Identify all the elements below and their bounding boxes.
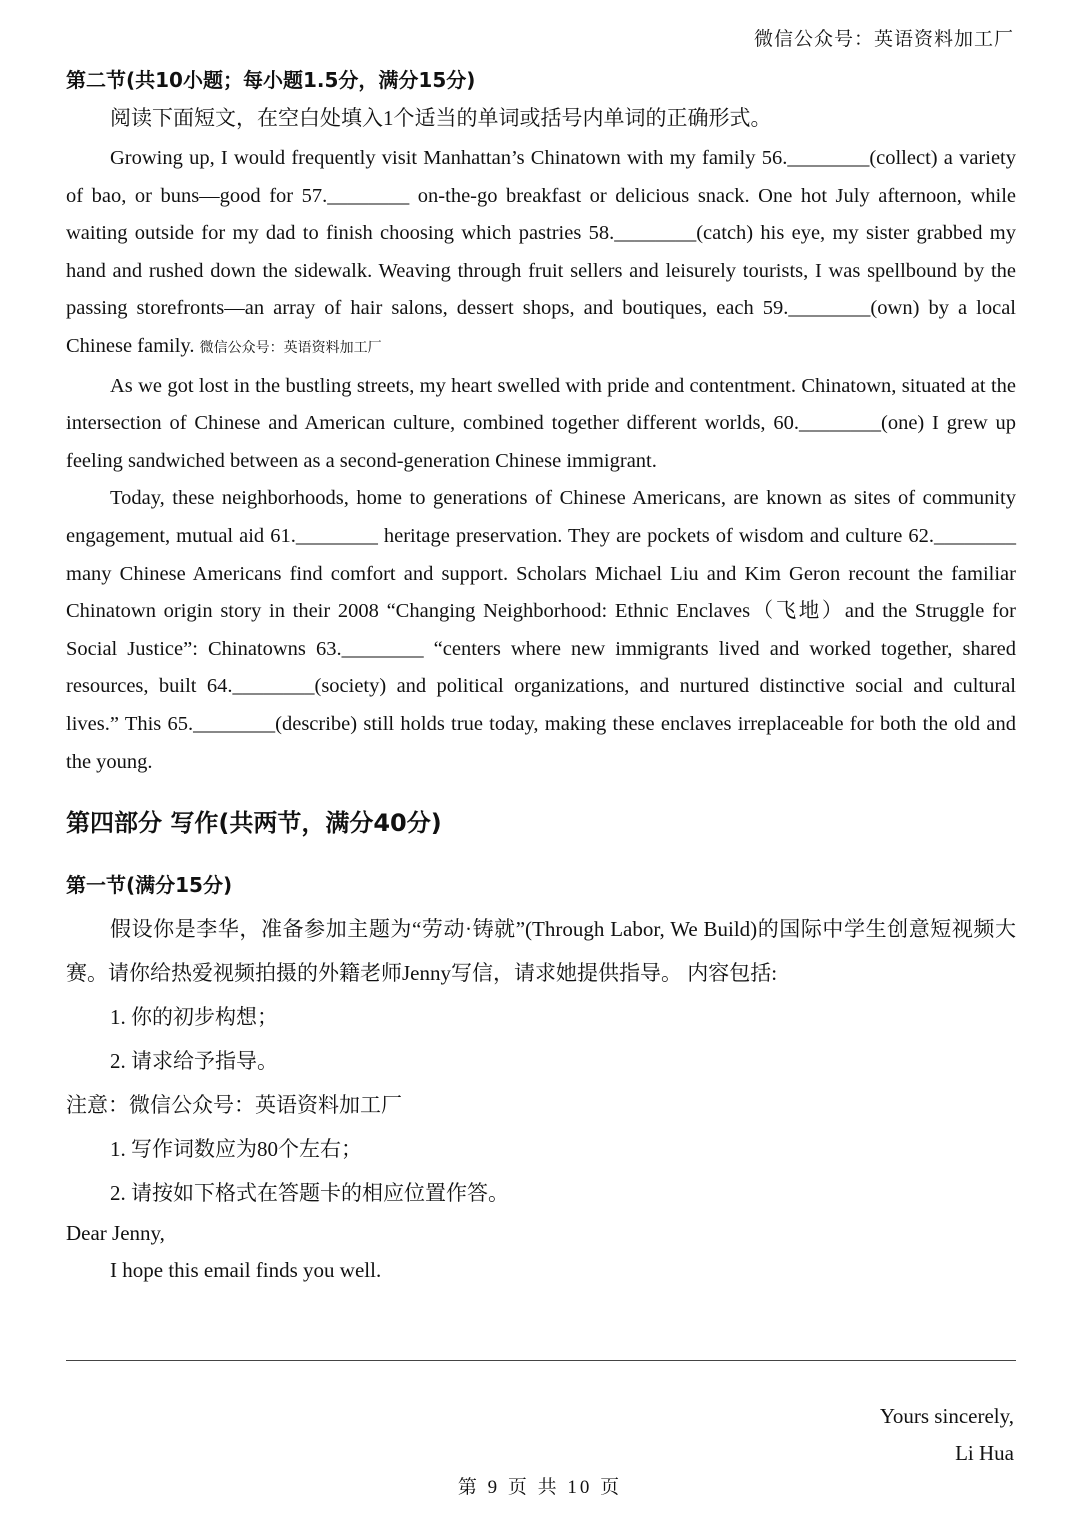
page-number: 第 9 页 共 10 页 bbox=[457, 1477, 623, 1498]
writing-prompt: 假设你是李华，准备参加主题为“劳动·铸就”(Through Labor, We Build)的国际中学生创意短视频大赛。请你给热爱视频拍摄的外籍老师Jenny写信，请求她提供指导。 内容包括: bbox=[66, 917, 1016, 986]
header-watermark: 微信公众号：英语资料加工厂 bbox=[753, 29, 1014, 50]
letter-signature: Li Hua bbox=[955, 1441, 1014, 1465]
passage-paragraph-1 bbox=[66, 140, 1016, 368]
letter-salutation: Dear Jenny, bbox=[66, 1221, 165, 1246]
note-label: 注意：微信公众号：英语资料加工厂 bbox=[66, 1093, 402, 1118]
passage-paragraph-3: Today, these neighborhoods, home to generations of Chinese Americans, are known as sites of community engagement, mutual aid 61.________ heritage preservation. They are pockets of wisdom and culture 62.________ many Chinese Americans find comfort and support. Scholars Michael Liu and Kim Geron recount the familiar Chinatown origin story in their 2008 “Changing Neighborhood: Ethnic Enclaves（飞地）and the Struggle for Social Justice”: Chinatowns 63.________ “centers where new immigrants lived and worked together, shared resources, built 64.________(society) and political organizations, and nurtured distinctive social and cultural lives.” This 65.________(describe) still holds true today, making these enclaves irreplaceable for both the old and the young. bbox=[66, 487, 1016, 773]
section2-title: 第二节(共10小题；每小题1.5分，满分15分) bbox=[66, 68, 476, 92]
writing-line bbox=[66, 1360, 1016, 1361]
content-items bbox=[66, 995, 1016, 1215]
letter-closing: Yours sincerely, bbox=[879, 1404, 1014, 1428]
letter-opening: I hope this email finds you well. bbox=[110, 1258, 382, 1283]
note-item-1: 1. 写作词数应为80个左右； bbox=[110, 1137, 362, 1162]
inline-watermark: 微信公众号：英语资料加工厂 bbox=[199, 340, 382, 356]
note-item-2: 2. 请按如下格式在答题卡的相应位置作答。 bbox=[110, 1181, 509, 1206]
section1-title: 第一节(满分15分) bbox=[66, 873, 233, 898]
passage-paragraph-2: As we got lost in the bustling streets, my heart swelled with pride and contentment. Chinatown, situated at the intersection of Chinese and American culture, combined together different worlds, 60.________(one) I grew up feeling sandwiched between as a second-generation Chinese immigrant. bbox=[66, 374, 1016, 472]
section2-instruction: 阅读下面短文，在空白处填入1个适当的单词或括号内单词的正确形式。 bbox=[110, 106, 772, 130]
part4-title: 第四部分 写作(共两节，满分40分) bbox=[66, 809, 442, 838]
passage-paragraph-1-text: Growing up, I would frequently visit Manhattan’s Chinatown with my family 56.________(collect) a variety of bao, or buns—good for 57.________ on-the-go breakfast or delicious snack. One hot July afternoon, while waiting outside for my dad to finish choosing which pastries 58.________(catch) his eye, my sister grabbed my hand and rushed down the sidewalk. Weaving through fruit sellers and leisurely tourists, I was spellbound by the passing storefronts—an array of hair salons, dessert shops, and boutiques, each 59.________(own) by a local Chinese family. bbox=[66, 147, 1016, 357]
content-item-1: 1. 你的初步构想； bbox=[110, 1005, 278, 1030]
content-item-2: 2. 请求给予指导。 bbox=[110, 1049, 278, 1074]
page-content bbox=[66, 64, 1016, 1289]
passage bbox=[66, 140, 1016, 781]
letter-closing-block bbox=[880, 1398, 1014, 1472]
